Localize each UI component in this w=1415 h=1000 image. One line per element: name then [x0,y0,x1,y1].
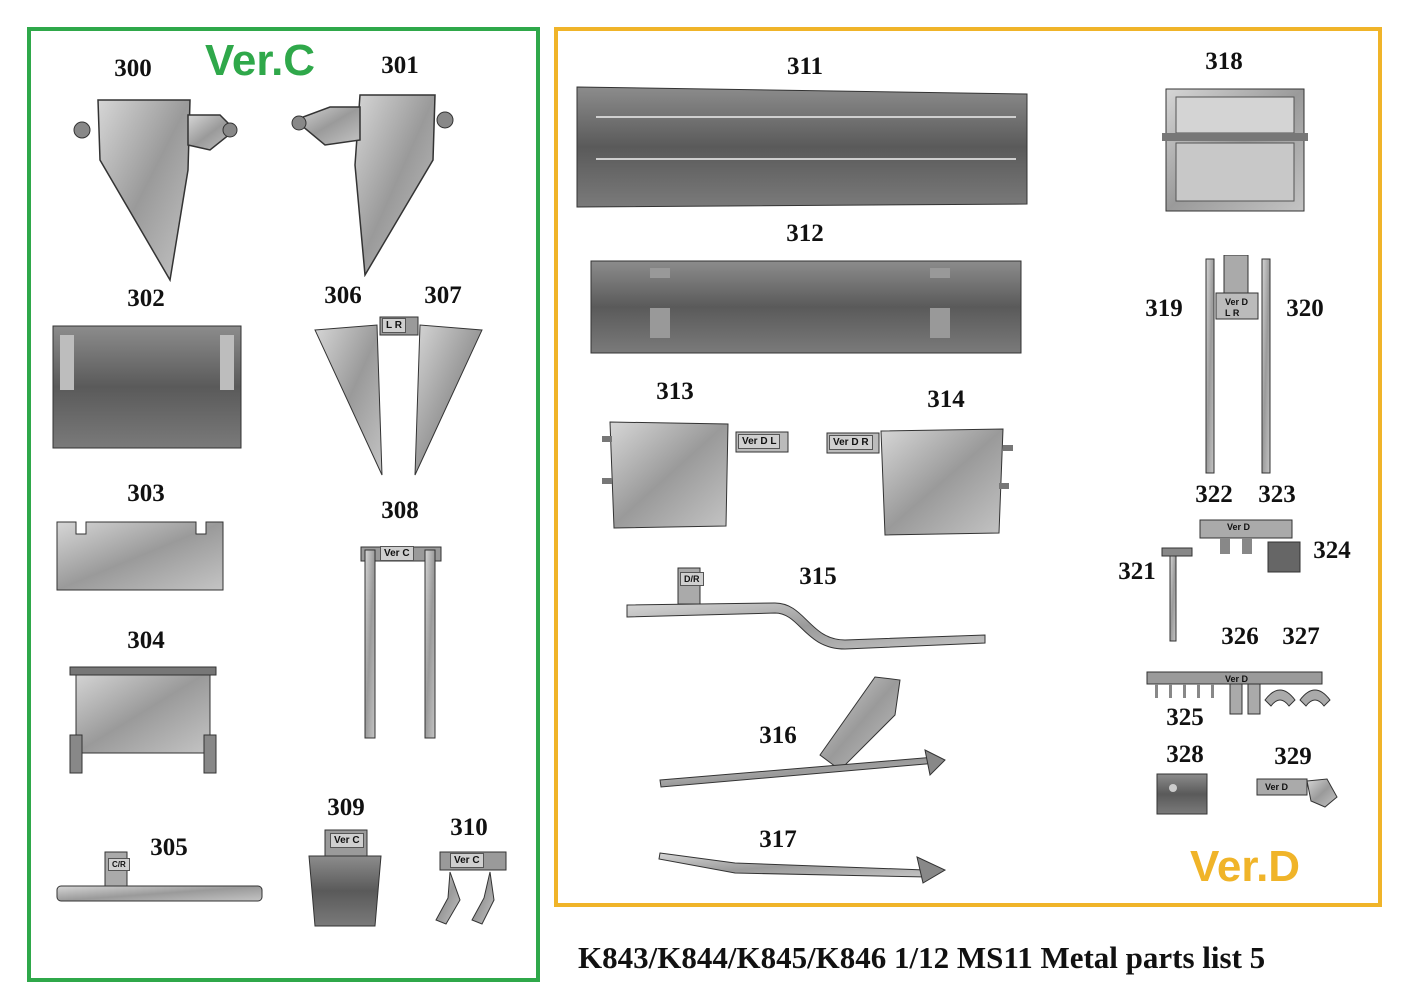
part-329-tag: Ver D [1265,782,1289,792]
part-number-308: 308 [381,497,419,524]
part-number-320: 320 [1286,295,1324,322]
part-number-329: 329 [1274,743,1312,770]
part-number-312: 312 [786,220,824,247]
part-318-image [1160,85,1310,215]
part-319-320-tag-lr: L R [1225,308,1240,318]
part-number-325: 325 [1166,704,1204,731]
part-number-303: 303 [127,480,165,507]
part-312-image [590,258,1022,355]
part-number-323: 323 [1258,481,1296,508]
ver-d-label: Ver.D [1190,842,1301,891]
part-319-320-tag-ver: Ver D [1225,297,1249,307]
part-number-316: 316 [759,722,797,749]
part-number-300: 300 [114,55,152,82]
part-322-323-tag: Ver D [1227,522,1251,532]
part-300-image [70,90,250,282]
ver-c-label: Ver.C [205,36,316,85]
part-number-307: 307 [424,282,462,309]
part-305-tag: C/R [108,858,130,871]
part-316-image [655,675,950,790]
part-311-image [576,86,1028,208]
part-325-tag: Ver D [1225,674,1249,684]
part-308-tag: Ver C [380,546,414,561]
part-number-322: 322 [1195,481,1233,508]
part-number-321: 321 [1118,558,1156,585]
part-315-tag: D/R [680,572,704,586]
part-number-306: 306 [324,282,362,309]
part-number-302: 302 [127,285,165,312]
part-303-image [56,520,224,592]
part-number-301: 301 [381,52,419,79]
part-314-tag: Ver D R [829,435,873,450]
part-number-327: 327 [1282,623,1320,650]
part-number-318: 318 [1205,48,1243,75]
part-319-320-image [1200,255,1280,475]
part-302-image [52,325,242,450]
part-328-image [1155,772,1210,817]
part-317-image [655,845,950,887]
part-number-326: 326 [1221,623,1259,650]
part-306-307-tag: L R [382,318,406,333]
part-number-315: 315 [799,563,837,590]
part-number-313: 313 [656,378,694,405]
part-310-tag: Ver C [450,853,484,868]
part-number-305: 305 [150,834,188,861]
part-number-314: 314 [927,386,965,413]
part-number-319: 319 [1145,295,1183,322]
part-301-image [285,85,465,277]
part-308-image [355,535,445,740]
part-number-324: 324 [1313,537,1351,564]
part-number-311: 311 [786,53,824,80]
part-304-image [68,665,218,775]
part-313-tag: Ver D L [738,434,780,449]
part-306-307-image [312,315,487,480]
part-number-309: 309 [327,794,365,821]
part-number-317: 317 [759,826,797,853]
part-number-310: 310 [450,814,488,841]
footer-title: K843/K844/K845/K846 1/12 MS11 Metal parts list 5 [578,940,1266,975]
part-number-328: 328 [1166,741,1204,768]
part-309-tag: Ver C [330,833,364,848]
part-number-304: 304 [127,627,165,654]
